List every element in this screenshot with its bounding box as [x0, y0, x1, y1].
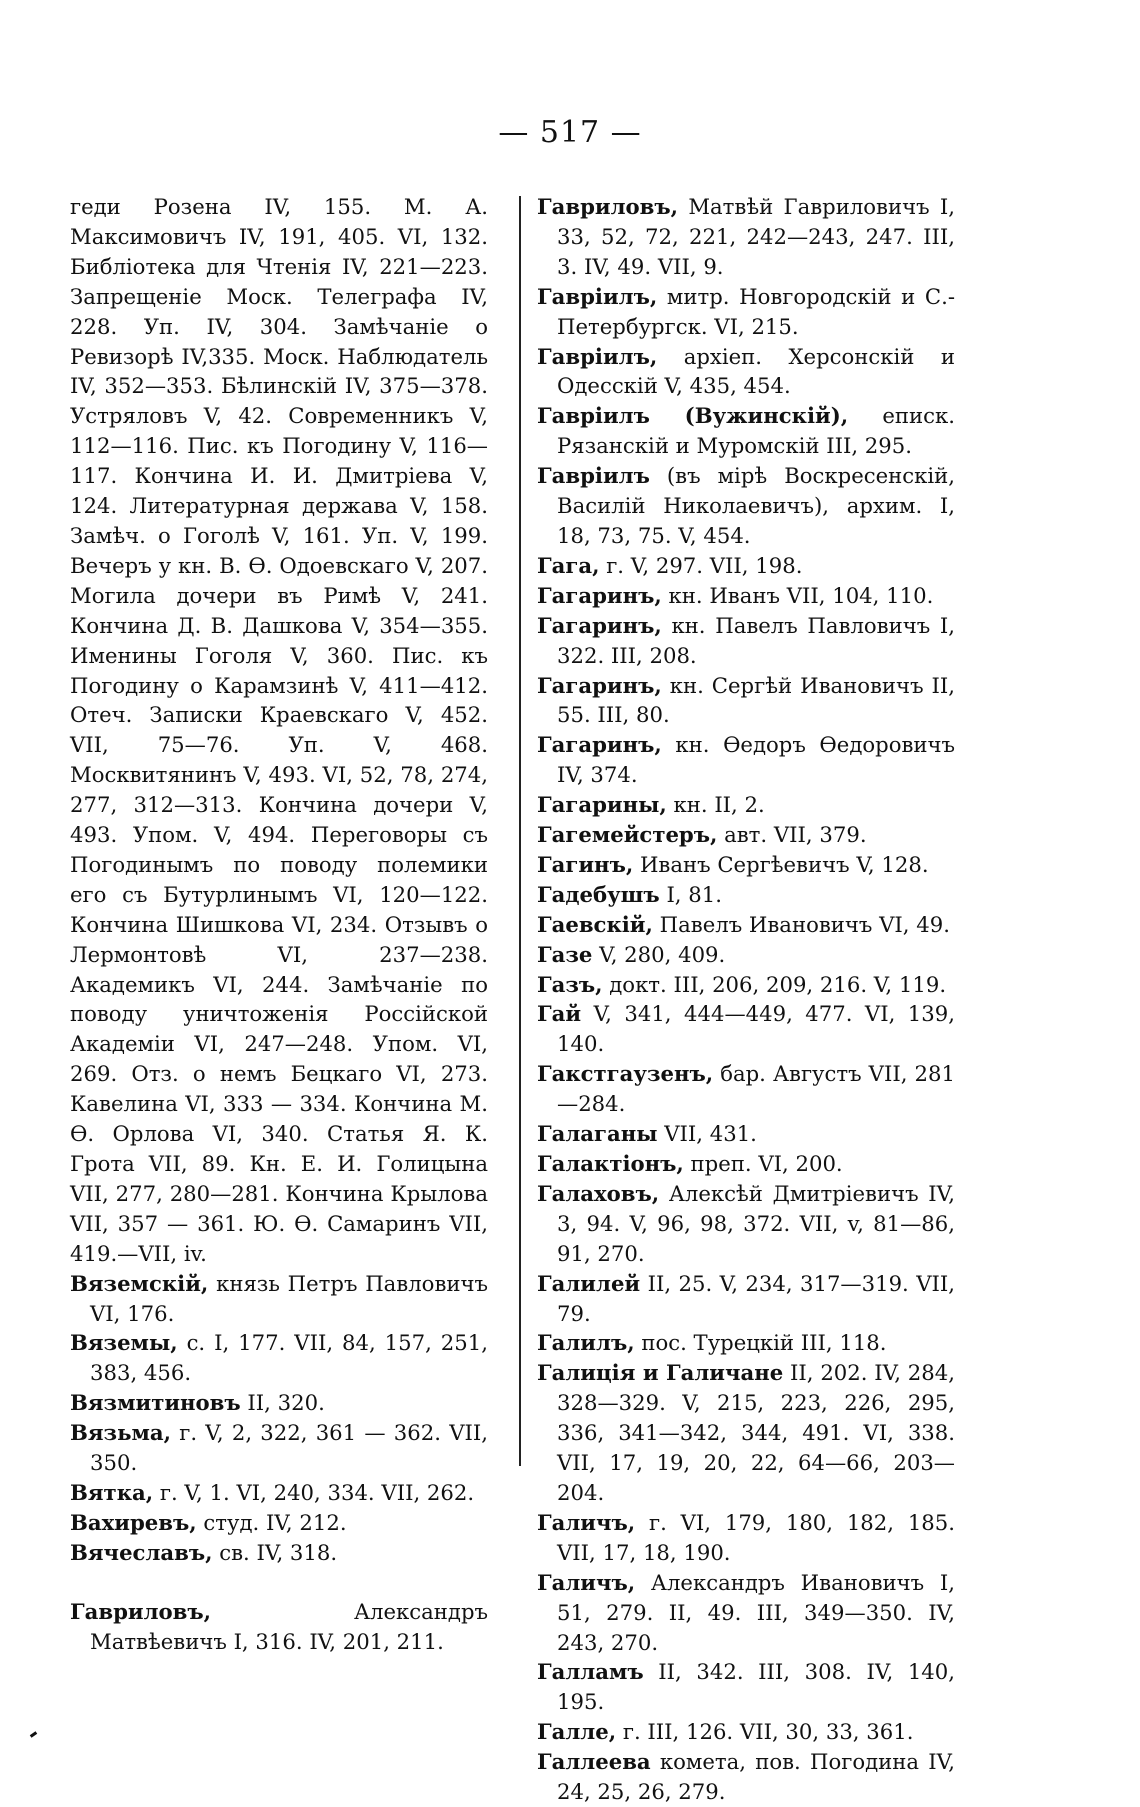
index-entry: Галактіонъ, преп. VI, 200. — [537, 1151, 843, 1176]
index-entry: Галилей II, 25. V, 234, 317—319. VII, 79. — [537, 1270, 955, 1326]
index-entry: Гага, г. V, 297. VII, 198. — [537, 552, 803, 578]
index-entry: Гагаринъ, кн. Иванъ VII, 104, 110. — [537, 582, 934, 608]
column-divider — [519, 196, 521, 1466]
index-entry: Гай V, 341, 444—449, 477. VI, 139, 140. — [537, 1001, 955, 1057]
index-entry: Гагаринъ, кн. Ѳедоръ Ѳедоровичъ IV, 374. — [537, 732, 955, 788]
index-entry: Гавриловъ, Матвѣй Гавриловичъ I, 33, 52, 72, 221, 242—243, 247. III, 3. IV, 49. VII, 9. — [537, 194, 955, 279]
index-entry: Гагарины, кн. II, 2. — [537, 792, 765, 818]
index-entry: Вяземы, с. I, 177. VII, 84, 157, 251, 383, 456. — [70, 1330, 488, 1386]
index-entry: Галлеева комета, пов. Погодина IV, 24, 25, 26, 279. — [537, 1749, 955, 1805]
index-entry: Гагаринъ, кн. Сергѣй Ивановичъ II, 55. III, 80. — [537, 672, 955, 728]
index-entry: Галичъ, Александръ Ивановичъ I, 51, 279. II, 49. III, 349—350. IV, 243, 270. — [537, 1569, 955, 1655]
index-entry: Галиція и Галичане II, 202. IV, 284, 328—329. V, 215, 223, 226, 295, 336, 341—342, 344, 491. VI, 338. VII, 17, 19, 20, 22, 64—66, 203—204. — [537, 1360, 955, 1505]
index-entry: Гакстгаузенъ, бар. Августъ VII, 281—284. — [537, 1061, 955, 1117]
index-entry: Гавріилъ, митр. Новгородскій и С.-Петербургск. VI, 215. — [537, 283, 955, 339]
index-entry: Галаховъ, Алексѣй Дмитріевичъ IV, 3, 94. V, 96, 98, 372. VII, v, 81—86, 91, 270. — [537, 1180, 955, 1266]
index-entry: Гавріилъ, архіеп. Херсонскій и Одесскій V, 435, 454. — [537, 343, 955, 399]
ink-mark — [30, 1731, 37, 1737]
index-entry: Вяземскій, князь Петръ Павловичъ VI, 176. — [70, 1270, 488, 1326]
index-entry: Газъ, докт. III, 206, 209, 216. V, 119. — [537, 971, 947, 997]
index-entry: Галле, г. III, 126. VII, 30, 33, 361. — [537, 1719, 914, 1745]
index-entry: Вязьма, г. V, 2, 322, 361 — 362. VII, 350. — [70, 1420, 488, 1476]
index-entry: Вахиревъ, студ. IV, 212. — [70, 1509, 347, 1535]
index-entry: геди Розена IV, 155. М. А. Максимовичъ IV, 191, 405. VI, 132. Библіотека для Чтенія IV, 221—223. Запрещеніе Моск. Телеграфа IV, 228. Уп. IV, 304. Замѣчаніе о Ревизорѣ IV,335. Моск. Наблюдатель IV, 352—353. Бѣлинскій IV, 375—378. Устряловъ V, 42. Современникъ V, 112—116. Пис. къ Погодину V, 116—117. Кончина И. И. Дмитріева V, 124. Литературная держава V, 158. Замѣч. о Гоголѣ V, 161. Уп. V, 199. Вечеръ у кн. В. Ѳ. Одоевскаго V, 207. Могила дочери въ Римѣ V, 241. Кончина Д. В. Дашкова V, 354—355. Именины Гоголя V, 360. Пис. къ Погодину о Карамзинѣ V, 411—412. Отеч. Записки Краевскаго V, 452. VII, 75—76. Уп. V, 468. Москвитянинъ V, 493. VI, 52, 78, 274, 277, 312—313. Кончина дочери V, 493. Упом. V, 494. Переговоры съ Погодинымъ по поводу полемики его съ Бутурлинымъ VI, 120—122. Кончина Шишкова VI, 234. Отзывъ о Лермонтовѣ VI, 237—238. Академикъ VI, 244. Замѣчаніе по поводу уничтоженія Россійской Академіи VI, 247—248. Упом. VI, 269. Отз. о немъ Бецкаго VI, 273. Кавелина VI, 333 — 334. Кончина М. Ѳ. Орлова VI, 340. Статья Я. К. Грота VII, 89. Кн. Е. И. Голицына VII, 277, 280—281. Кончина Крылова VII, 357 — 361. Ю. Ѳ. Самаринъ VII, 419.—VII, iv. — [70, 194, 488, 1266]
left-column — [70, 192, 488, 1657]
page-number: — 517 — — [498, 115, 642, 150]
index-entry: Гагинъ, Иванъ Сергѣевичъ V, 128. — [537, 851, 929, 877]
index-entry: Газе V, 280, 409. — [537, 941, 726, 967]
index-entry: Вячеславъ, св. IV, 318. — [70, 1539, 338, 1565]
index-entry: Гагемейстеръ, авт. VII, 379. — [537, 822, 867, 848]
index-entry: Гагаринъ, кн. Павелъ Павловичъ I, 322. III, 208. — [537, 612, 955, 668]
index-entry: Гавріилъ (въ мірѣ Воскресенскій, Василій Николаевичъ), архим. I, 18, 73, 75. V, 454. — [537, 463, 955, 548]
index-entry: Гаевскій, Павелъ Ивановичъ VI, 49. — [537, 911, 950, 937]
index-entry: Вязмитиновъ II, 320. — [70, 1390, 325, 1416]
index-entry: Гавріилъ (Вужинскій), еписк. Рязанскій и Муромскій III, 295. — [537, 403, 955, 459]
index-entry: Галилъ, пос. Турецкій III, 118. — [537, 1330, 887, 1356]
index-entry: Гавриловъ, Александръ Матвѣевичъ I, 316. IV, 201, 211. — [70, 1598, 488, 1654]
index-entry: Гадебушъ I, 81. — [537, 881, 722, 907]
index-entry: Галаганы VII, 431. — [537, 1121, 757, 1147]
index-entry: Вятка, г. V, 1. VI, 240, 334. VII, 262. — [70, 1479, 475, 1505]
section-gap — [70, 1568, 488, 1597]
index-entry: Галламъ II, 342. III, 308. IV, 140, 195. — [537, 1659, 955, 1715]
index-entry: Галичъ, г. VI, 179, 180, 182, 185. VII, 17, 18, 190. — [537, 1509, 955, 1565]
right-column — [537, 192, 955, 1807]
